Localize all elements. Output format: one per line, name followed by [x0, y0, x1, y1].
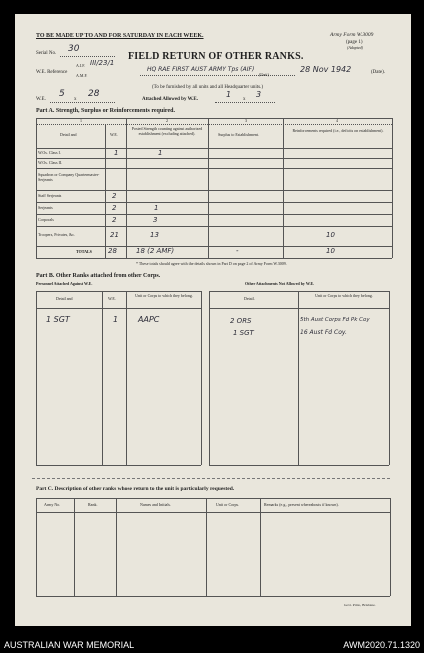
- row-label-serjeants: Serjeants: [38, 205, 53, 210]
- col-number-2: 2: [166, 118, 168, 123]
- c-header-unit-corps: Unit or Corps.: [216, 502, 239, 507]
- privates-reinforcements: 10: [326, 231, 335, 239]
- b-header-unit-corps-right: Unit or Corps to which they belong.: [315, 293, 373, 298]
- part-a-title: Part A. Strength, Surplus or Reinforcements required.: [36, 108, 175, 114]
- aif-label: A.I.F.: [76, 63, 86, 68]
- row-label-privates: Troopers, Privates, &c.: [38, 232, 76, 237]
- part-b-title: Part B. Other Ranks attached from other Corps.: [36, 273, 161, 279]
- staff-serjeants-we: 2: [112, 192, 117, 200]
- corporals-posted: 3: [153, 216, 158, 224]
- other-attachment-1-detail: 2 ORS: [230, 317, 252, 325]
- other-attachment-2-detail: 1 SGT: [233, 329, 254, 337]
- totals-posted: 18 (2 AMF): [136, 247, 175, 255]
- unit-value: HQ RAE FIRST AUST ARMY Tps (AIF): [147, 66, 255, 73]
- row-label-corporals: Corporals: [38, 217, 54, 222]
- form-number: Army Form W.3009: [330, 32, 374, 38]
- attached-corps: AAPC: [138, 315, 160, 324]
- wo1-we: 1: [114, 149, 119, 157]
- header-we: W.E.: [110, 132, 118, 137]
- privates-we: 21: [110, 231, 119, 239]
- header-posted-strength: Posted Strength counting against authorized establishment (excluding attached).: [131, 126, 203, 136]
- furnished-note: (To be furnished by all units and all Headquarter units.): [152, 85, 264, 90]
- we-reference-label: W.E. Reference: [36, 70, 68, 75]
- printer-imprint: Govt. Print., Brisbane.: [344, 603, 376, 607]
- totals-reinforcements: 10: [326, 247, 335, 255]
- attached-we: 1: [113, 315, 119, 324]
- serial-label: Serial No.: [36, 51, 57, 56]
- date-value: 28 Nov 1942: [300, 65, 352, 74]
- amf-label: A.M.F.: [76, 73, 88, 78]
- header-reinforcements: Reinforcements required (i.e., deficits on establishment).: [292, 128, 384, 133]
- we-reference-value: III/23/1: [90, 59, 115, 67]
- c-header-rank: Rank.: [88, 502, 98, 507]
- attached-allowed-label: Attached Allowed by W.E.: [142, 97, 198, 102]
- col-number-1: 1: [80, 118, 82, 123]
- serjeants-posted: 1: [154, 204, 159, 212]
- date-label: (Date).: [371, 70, 386, 75]
- part-b-right-subtitle: Other Attachments Not Allowed by W.E.: [245, 281, 315, 286]
- row-label-wo2: W.Os. Class II.: [38, 160, 63, 165]
- unit-label: (Unit): [259, 72, 269, 77]
- we-value-first: 5: [59, 89, 65, 99]
- b-header-detail: Detail and: [56, 296, 73, 301]
- serial-value: 30: [68, 44, 80, 54]
- attached-allowed-second: 3: [256, 90, 262, 99]
- footer-accession-number: AWM2020.71.1320: [343, 640, 420, 650]
- serjeants-we: 2: [112, 204, 117, 212]
- totals-surplus: -: [236, 247, 239, 255]
- row-label-wo1: W.Os. Class I.: [38, 150, 61, 155]
- c-header-names: Names and Initials.: [140, 502, 171, 507]
- totals-footnote: * These totals should agree with the details shown in Part D on page 2 of Army Form W.3009.: [136, 261, 287, 266]
- col-number-4: 4: [336, 118, 338, 123]
- corporals-we: 2: [112, 216, 117, 224]
- form-title: FIELD RETURN OF OTHER RANKS.: [128, 51, 304, 62]
- attached-detail: 1 SGT: [46, 315, 70, 324]
- row-label-cqms: Squadron or Company Quartermaster-Serjeants: [38, 172, 100, 182]
- header-surplus: Surplus to Establishment.: [218, 132, 259, 137]
- privates-posted: 13: [150, 231, 159, 239]
- b-header-we: W.E.: [108, 296, 116, 301]
- footer-institution: AUSTRALIAN WAR MEMORIAL: [4, 640, 135, 650]
- make-up-notice: TO BE MADE UP TO AND FOR SATURDAY IN EACH WEEK.: [36, 33, 204, 39]
- c-header-army-no: Army No.: [44, 502, 61, 507]
- part-b-left-subtitle: Personnel Attached Against W.E.: [36, 281, 93, 286]
- page-number: (page 1): [346, 40, 363, 45]
- header-detail: Detail and: [60, 132, 77, 137]
- b-header-unit-corps: Unit or Corps to which they belong.: [135, 293, 193, 298]
- row-label-staff-serjeants: Staff Serjeants: [38, 193, 62, 198]
- c-header-remarks: Remarks (e.g., present whereabouts if known).: [264, 502, 339, 507]
- times-sign: x: [243, 97, 246, 102]
- totals-label: TOTALS: [76, 249, 92, 254]
- we-label: W.E.: [36, 97, 46, 102]
- col-number-3: 3: [245, 118, 247, 123]
- totals-we: 28: [108, 247, 117, 255]
- wo1-posted: 1: [158, 149, 163, 157]
- adapted-note: (Adapted): [347, 45, 363, 50]
- times-sign: x: [74, 97, 77, 102]
- b-header-detail-right: Detail.: [244, 296, 255, 301]
- part-c-title: Part C. Description of other ranks whose return to the unit is particularly requested.: [36, 486, 235, 492]
- attached-allowed-first: 1: [226, 90, 232, 99]
- other-attachment-1-corps: 5th Aust Corps Fd Pk Coy: [300, 317, 370, 323]
- we-value-second: 28: [88, 89, 100, 99]
- other-attachment-2-corps: 16 Aust Fd Coy.: [300, 329, 347, 336]
